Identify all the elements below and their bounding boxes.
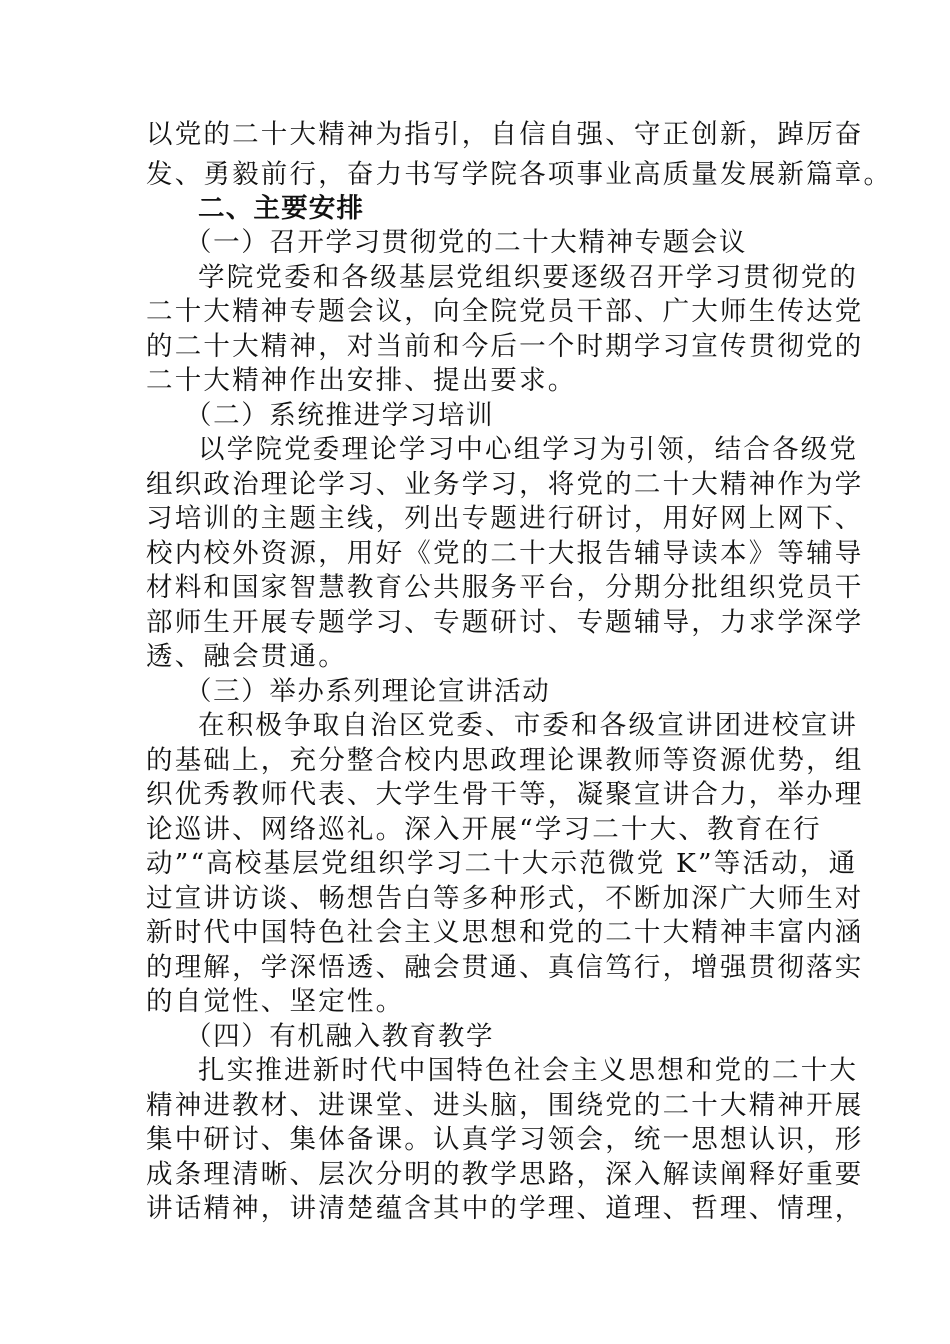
body-text-line: 在积极争取自治区党委、市委和各级宣讲团进校宣讲	[198, 710, 859, 741]
body-text-line: 新时代中国特色社会主义思想和党的二十大精神丰富内涵	[146, 917, 864, 948]
body-text-line: 的理解，学深悟透、融会贯通、真信笃行，增强贯彻落实	[146, 952, 864, 983]
subsection-heading: （三）举办系列理论宣讲活动	[185, 676, 551, 707]
body-text-line: 透、融会贯通。	[146, 641, 347, 672]
body-text-line: 论巡讲、网络巡礼。深入开展“学习二十大、教育在行	[146, 814, 822, 845]
subsection-heading: （一）召开学习贯彻党的二十大精神专题会议	[185, 227, 747, 258]
body-text-line: 扎实推进新时代中国特色社会主义思想和党的二十大	[198, 1055, 859, 1086]
body-text-line: 以学院党委理论学习中心组学习为引领，结合各级党	[198, 434, 859, 465]
body-text-line: 的自觉性、坚定性。	[146, 986, 405, 1017]
body-text-line: 织优秀教师代表、大学生骨干等，凝聚宣讲合力，举办理	[146, 779, 864, 810]
subsection-heading: （四）有机融入教育教学	[185, 1021, 495, 1052]
subsection-heading: （二）系统推进学习培训	[185, 400, 495, 431]
body-text-line: 学院党委和各级基层党组织要逐级召开学习贯彻党的	[198, 262, 859, 293]
body-text-line: 以党的二十大精神为指引，自信自强、守正创新，踔厉奋	[146, 119, 864, 150]
body-text-line: 二十大精神作出安排、提出要求。	[146, 365, 577, 396]
body-text-line: 组织政治理论学习、业务学习，将党的二十大精神作为学	[146, 469, 864, 500]
body-text-line: 二十大精神专题会议，向全院党员干部、广大师生传达党	[146, 296, 864, 327]
section-heading: 二、主要安排	[198, 193, 365, 224]
body-text-line: 精神进教材、进课堂、进头脑，围绕党的二十大精神开展	[146, 1090, 864, 1121]
body-text-line: 材料和国家智慧教育公共服务平台，分期分批组织党员干	[146, 572, 864, 603]
body-text-line: 讲话精神，讲清楚蕴含其中的学理、道理、哲理、情理，	[146, 1193, 864, 1224]
body-text-line: 成条理清晰、层次分明的教学思路，深入解读阐释好重要	[146, 1159, 864, 1190]
body-text-line: 的基础上，充分整合校内思政理论课教师等资源优势，组	[146, 745, 864, 776]
body-text-line: 的二十大精神，对当前和今后一个时期学习宣传贯彻党的	[146, 331, 864, 362]
body-text-line: 动”“高校基层党组织学习二十大示范微党 K”等活动，通	[146, 848, 858, 879]
body-text-line: 习培训的主题主线，列出专题进行研讨，用好网上网下、	[146, 503, 864, 534]
body-text-line: 校内校外资源，用好《党的二十大报告辅导读本》等辅导	[146, 538, 864, 569]
body-text-line: 过宣讲访谈、畅想告白等多种形式，不断加深广大师生对	[146, 883, 864, 914]
body-text-line: 集中研讨、集体备课。认真学习领会，统一思想认识，形	[146, 1124, 864, 1155]
body-text-line: 发、勇毅前行，奋力书写学院各项事业高质量发展新篇章。	[146, 159, 893, 190]
body-text-line: 部师生开展专题学习、专题研讨、专题辅导，力求学深学	[146, 607, 864, 638]
